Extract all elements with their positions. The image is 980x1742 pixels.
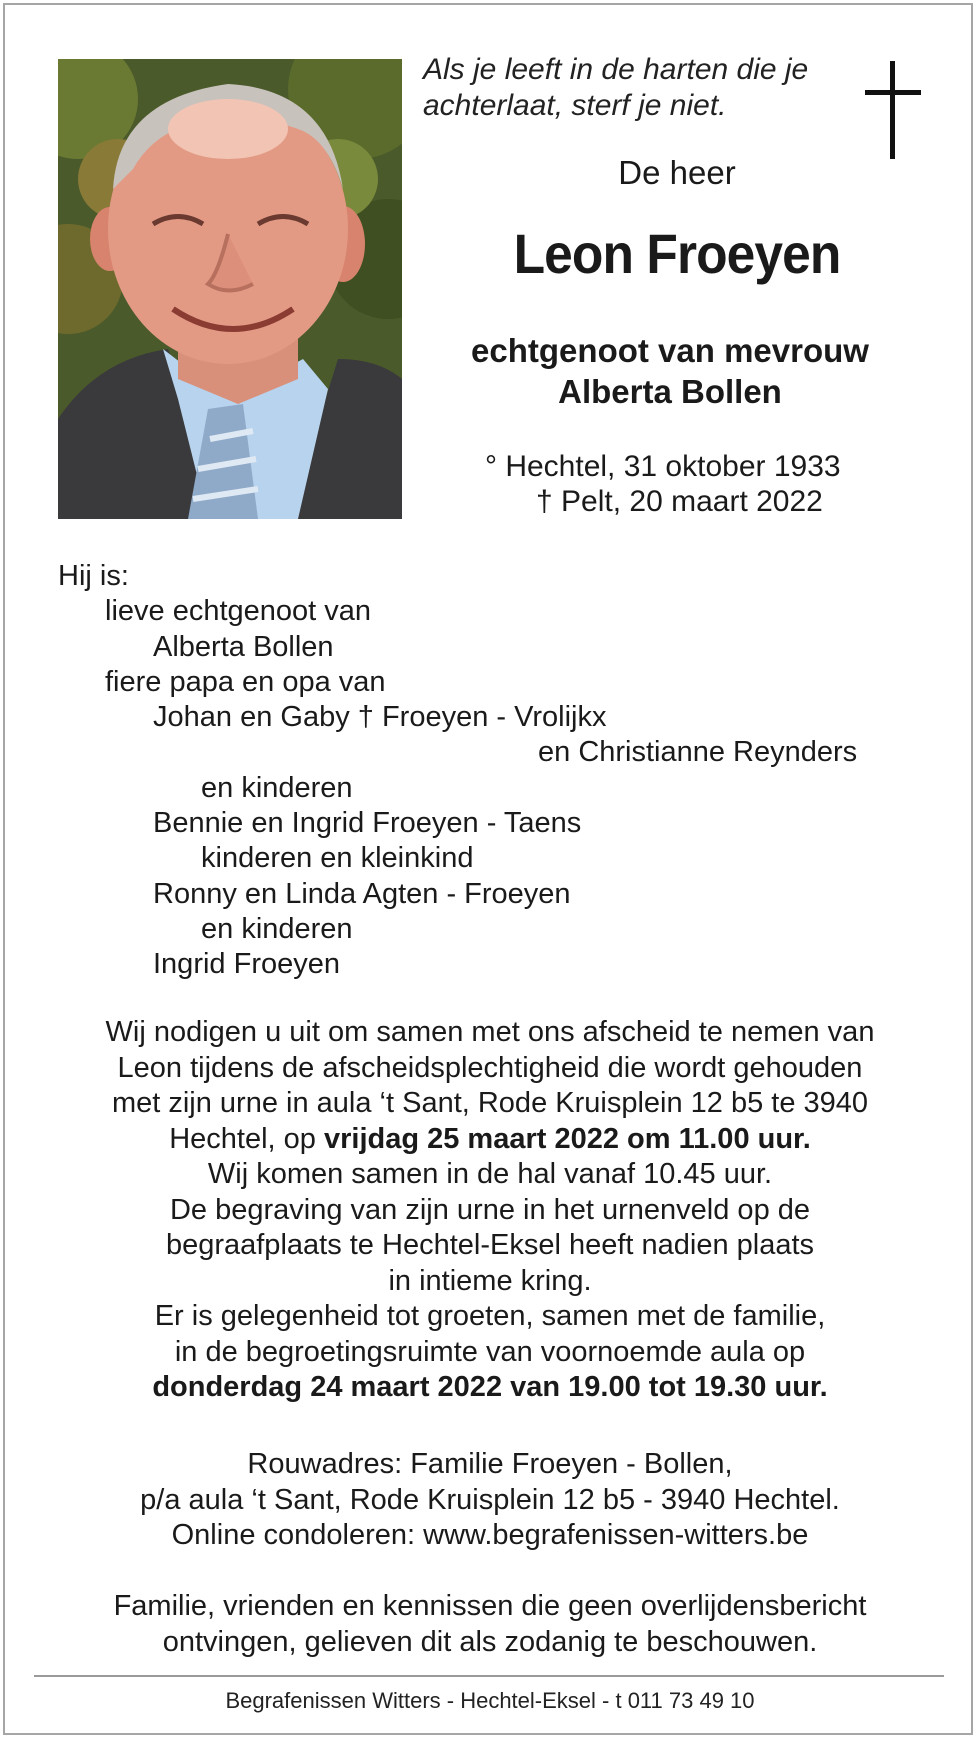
notice-text: Familie, vrienden en kennissen die geen overlijdensbericht ontvingen, gelieven dit als zodanig te beschouwen. (113, 1590, 867, 1658)
visitation-datetime: donderdag 24 maart 2022 van 19.00 tot 19.30 uur. (152, 1371, 828, 1403)
list-item: Hij is: (58, 560, 129, 592)
mourning-address: Rouwadres: Familie Froeyen - Bollen, p/a aula ‘t Sant, Rode Kruisplein 12 b5 - 3940 Hechtel. Online condoleren: www.begrafenissen-witters.be (40, 1447, 940, 1554)
salutation: De heer (618, 154, 736, 191)
list-item: Johan en Gaby † Froeyen - Vrolijkx (153, 701, 607, 734)
birth-date: ° Hechtel, 31 oktober 1933 (485, 450, 841, 483)
list-item: fiere papa en opa van (105, 665, 386, 698)
death-date: † Pelt, 20 maart 2022 (536, 485, 823, 518)
list-item: en Christianne Reynders (538, 736, 858, 769)
portrait-photo (58, 59, 402, 519)
divider (34, 1675, 944, 1677)
list-item: Ingrid Froeyen (153, 948, 340, 981)
spouse-line: echtgenoot van mevrouw Alberta Bollen (471, 332, 869, 410)
list-item: en kinderen (201, 912, 353, 945)
condolence-link[interactable]: Online condoleren: www.begrafenissen-witters.be (171, 1519, 809, 1551)
memorial-quote: Als je leeft in de harten die je achterlaat, sterf je niet. (423, 53, 809, 122)
list-item: en kinderen (201, 771, 353, 804)
list-item: Bennie en Ingrid Froeyen - Taens (153, 807, 582, 840)
cross-icon (865, 61, 921, 159)
list-item: Alberta Bollen (153, 630, 334, 663)
funeral-home-footer: Begrafenissen Witters - Hechtel-Eksel - t 011 73 49 10 (225, 1688, 755, 1713)
family-list (58, 559, 857, 983)
ceremony-datetime: vrijdag 25 maart 2022 om 11.00 uur. (323, 1122, 811, 1155)
ceremony-invitation: Wij nodigen u uit om samen met ons afscheid te nemen van Leon tijdens de afscheidsplechtigheid die wordt gehouden met zijn urne in aula ‘t Sant, Rode Kruisplein 12 b5 te 3940 Hechtel, op vrijdag 25 maart 2022 om 11.00 uur. Wij komen samen in de hal vanaf 10.45 uur. De begraving van zijn urne in het urnenveld op de begraafplaats te Hechtel-Eksel heeft nadien plaats in intieme kring. Er is gelegenheid tot groeten, samen met de familie, in de begroetingsruimte van voornoemde aula op donderdag 24 maart 2022 van 19.00 tot 19.30 uur. (105, 1016, 875, 1403)
list-item: lieve echtgenoot van (105, 595, 372, 628)
list-item: Ronny en Linda Agten - Froeyen (153, 877, 571, 910)
deceased-name: Leon Froeyen (513, 222, 841, 285)
list-item: kinderen en kleinkind (201, 842, 474, 875)
